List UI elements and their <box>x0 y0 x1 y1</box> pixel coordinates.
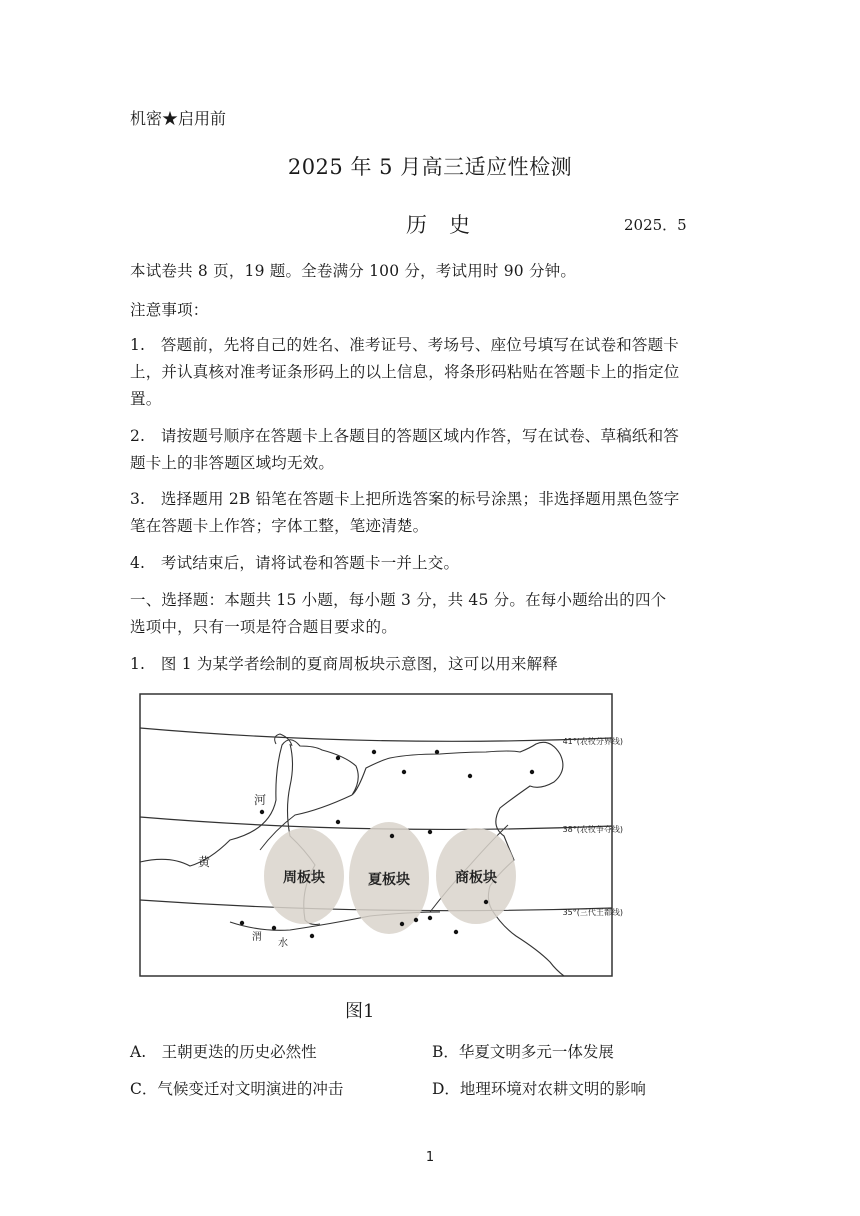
figure-caption: 图1 <box>345 1001 375 1022</box>
notice-item-3-line-1: 3. 选择题用 2B 铅笔在答题卡上把所选答案的标号涂黑；非选择题用黑色签字 <box>130 490 680 508</box>
river-label-huang: 黄 <box>198 855 211 869</box>
shang-block-label: 商板块 <box>455 870 497 886</box>
notice-item-1-line-1: 1. 答题前，先将自己的姓名、准考证号、考场号、座位号填写在试卷和答题卡 <box>130 336 679 354</box>
notice-item-1-line-2: 上，并认真核对准考证条形码上的以上信息，将条形码粘贴在答题卡上的指定位 <box>130 363 680 381</box>
xia-shang-zhou-map-figure <box>130 690 630 984</box>
notice-item-3-line-2: 笔在答题卡上作答；字体工整，笔迹清楚。 <box>130 517 429 535</box>
option-c[interactable]: C．气候变迁对文明演进的冲击 <box>130 1080 344 1098</box>
intro-text: 本试卷共 8 页，19 题。全卷满分 100 分，考试用时 90 分钟。 <box>130 262 577 280</box>
option-d[interactable]: D．地理环境对农耕文明的影响 <box>432 1080 646 1098</box>
notice-item-1-line-3: 置。 <box>130 390 162 408</box>
river-label-wei: 渭 <box>252 932 262 943</box>
lat-38-label: 38°(农牧争夺线) <box>562 825 623 834</box>
lat-41-label: 41°(农牧分界线) <box>562 737 623 746</box>
notice-item-2-line-1: 2. 请按题号顺序在答题卡上各题目的答题区域内作答，写在试卷、草稿纸和答 <box>130 427 679 445</box>
lat-35-label: 35°(三代王都线) <box>562 908 623 917</box>
option-a[interactable]: A. 王朝更迭的历史必然性 <box>130 1043 317 1061</box>
hetao-bend <box>275 734 292 746</box>
subject-title: 历史 <box>406 213 492 237</box>
xia-block-label: 夏板块 <box>368 872 410 888</box>
section-heading-line-1: 一、选择题：本题共 15 小题，每小题 3 分，共 45 分。在每小题给出的四个 <box>130 591 667 609</box>
confidential-mark: 机密★启用前 <box>130 109 227 128</box>
exam-title: 2025 年 5 月高三适应性检测 <box>287 155 573 179</box>
notice-item-2-line-2: 题卡上的非答题区域均无效。 <box>130 454 335 472</box>
option-b[interactable]: B．华夏文明多元一体发展 <box>432 1043 614 1061</box>
notice-item-4-line-1: 4. 考试结束后，请将试卷和答题卡一并上交。 <box>130 554 460 572</box>
section-heading-line-2: 选项中，只有一项是符合题目要求的。 <box>130 618 397 636</box>
page-number: 1 <box>425 1150 435 1165</box>
latitude-41-line <box>140 728 612 741</box>
river-label-shui: 水 <box>278 938 288 949</box>
exam-date: 2025．5 <box>624 216 687 234</box>
notice-heading: 注意事项： <box>130 301 209 319</box>
zhou-block-label: 周板块 <box>283 870 325 886</box>
question-1-stem: 1. 图 1 为某学者绘制的夏商周板块示意图，这可以用来解释 <box>130 655 559 673</box>
river-label-he: 河 <box>254 793 267 807</box>
